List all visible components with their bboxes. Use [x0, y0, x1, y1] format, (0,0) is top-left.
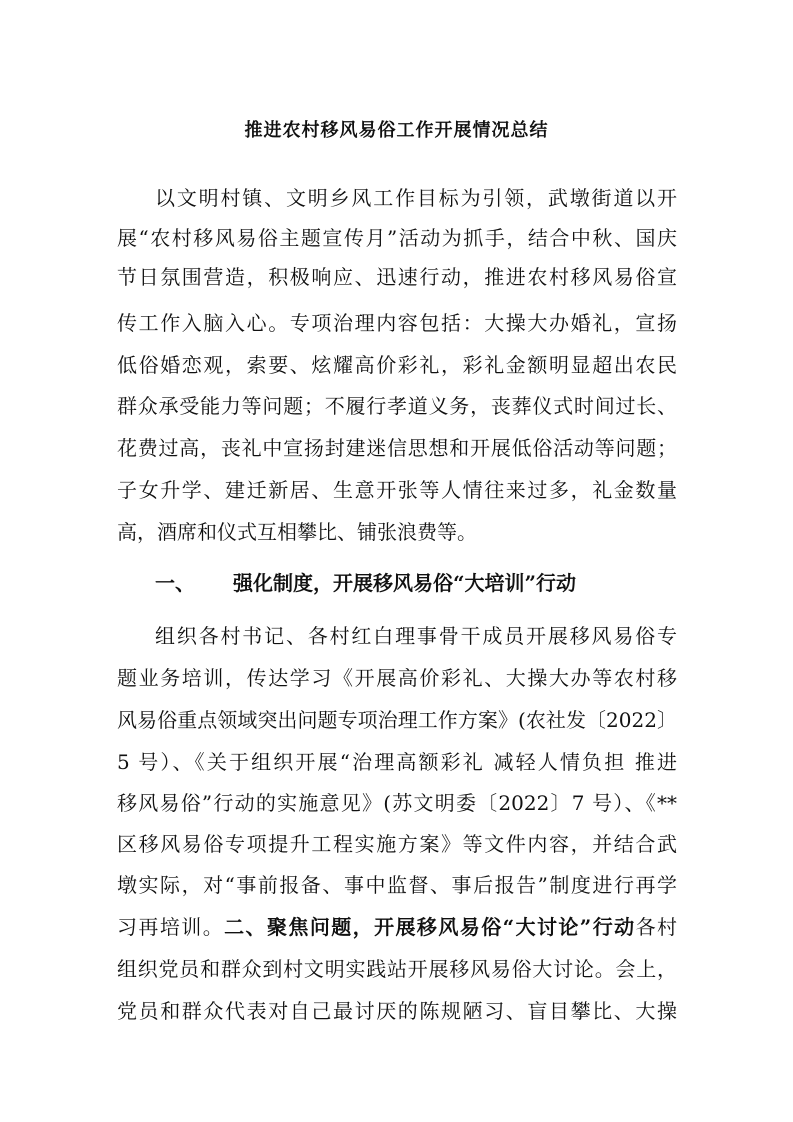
section-heading-inline: 二、聚焦问题，开展移风易俗“大讨论”行动 [224, 915, 636, 939]
body-line: 5 号）、《关于组织开展“治理高额彩礼 减轻人情负担 推进 [117, 750, 677, 774]
body-line: 区移风易俗专项提升工程实施方案》等文件内容，并结合武 [117, 832, 677, 856]
body-line: 移风易俗”行动的实施意见》(苏文明委〔2022〕7 号）、《** [117, 791, 677, 815]
section-heading [155, 566, 576, 600]
mixed-line-tail: 各村 [635, 915, 678, 939]
intro-line: 节日氛围营造，积极响应、迅速行动，推进农村移风易俗宣 [117, 265, 677, 289]
intro-line: 花费过高，丧礼中宣扬封建迷信思想和开展低俗活动等问题； [117, 436, 677, 460]
mixed-line [117, 910, 677, 944]
section-heading-text: 强化制度，开展移风易俗“大培训”行动 [233, 571, 577, 595]
intro-line: 以文明村镇、文明乡风工作目标为引领，武墩街道以开 [155, 186, 677, 210]
intro-line: 群众承受能力等问题；不履行孝道义务，丧葬仪式时间过长、 [117, 394, 677, 418]
body-line: 组织各村书记、各村红白理事骨干成员开展移风易俗专 [155, 624, 677, 648]
body-line: 题业务培训，传达学习《开展高价彩礼、大操大办等农村移 [117, 666, 677, 690]
section-number: 一、 [155, 571, 195, 595]
body-line: 党员和群众代表对自己最讨厌的陈规陋习、盲目攀比、大操 [117, 999, 677, 1023]
intro-line: 传工作入脑入心。专项治理内容包括：大操大办婚礼，宣扬 [117, 311, 677, 335]
intro-line: 低俗婚恋观，索要、炫耀高价彩礼，彩礼金额明显超出农民 [117, 353, 677, 377]
document-title: 推进农村移风易俗工作开展情况总结 [244, 120, 549, 141]
intro-line: 展“农村移风易俗主题宣传月”活动为抓手，结合中秋、国庆 [117, 226, 677, 250]
mixed-line-lead: 习再培训。 [117, 915, 225, 939]
intro-line: 高，酒席和仪式互相攀比、铺张浪费等。 [117, 520, 477, 544]
body-line: 组织党员和群众到村文明实践站开展移风易俗大讨论。会上， [117, 957, 677, 981]
intro-line: 子女升学、建迁新居、生意开张等人情往来过多，礼金数量 [117, 478, 677, 502]
body-line: 墩实际，对“事前报备、事中监督、事后报告”制度进行再学 [117, 873, 677, 897]
body-line: 风易俗重点领域突出问题专项治理工作方案》(农社发〔2022〕 [117, 708, 677, 732]
